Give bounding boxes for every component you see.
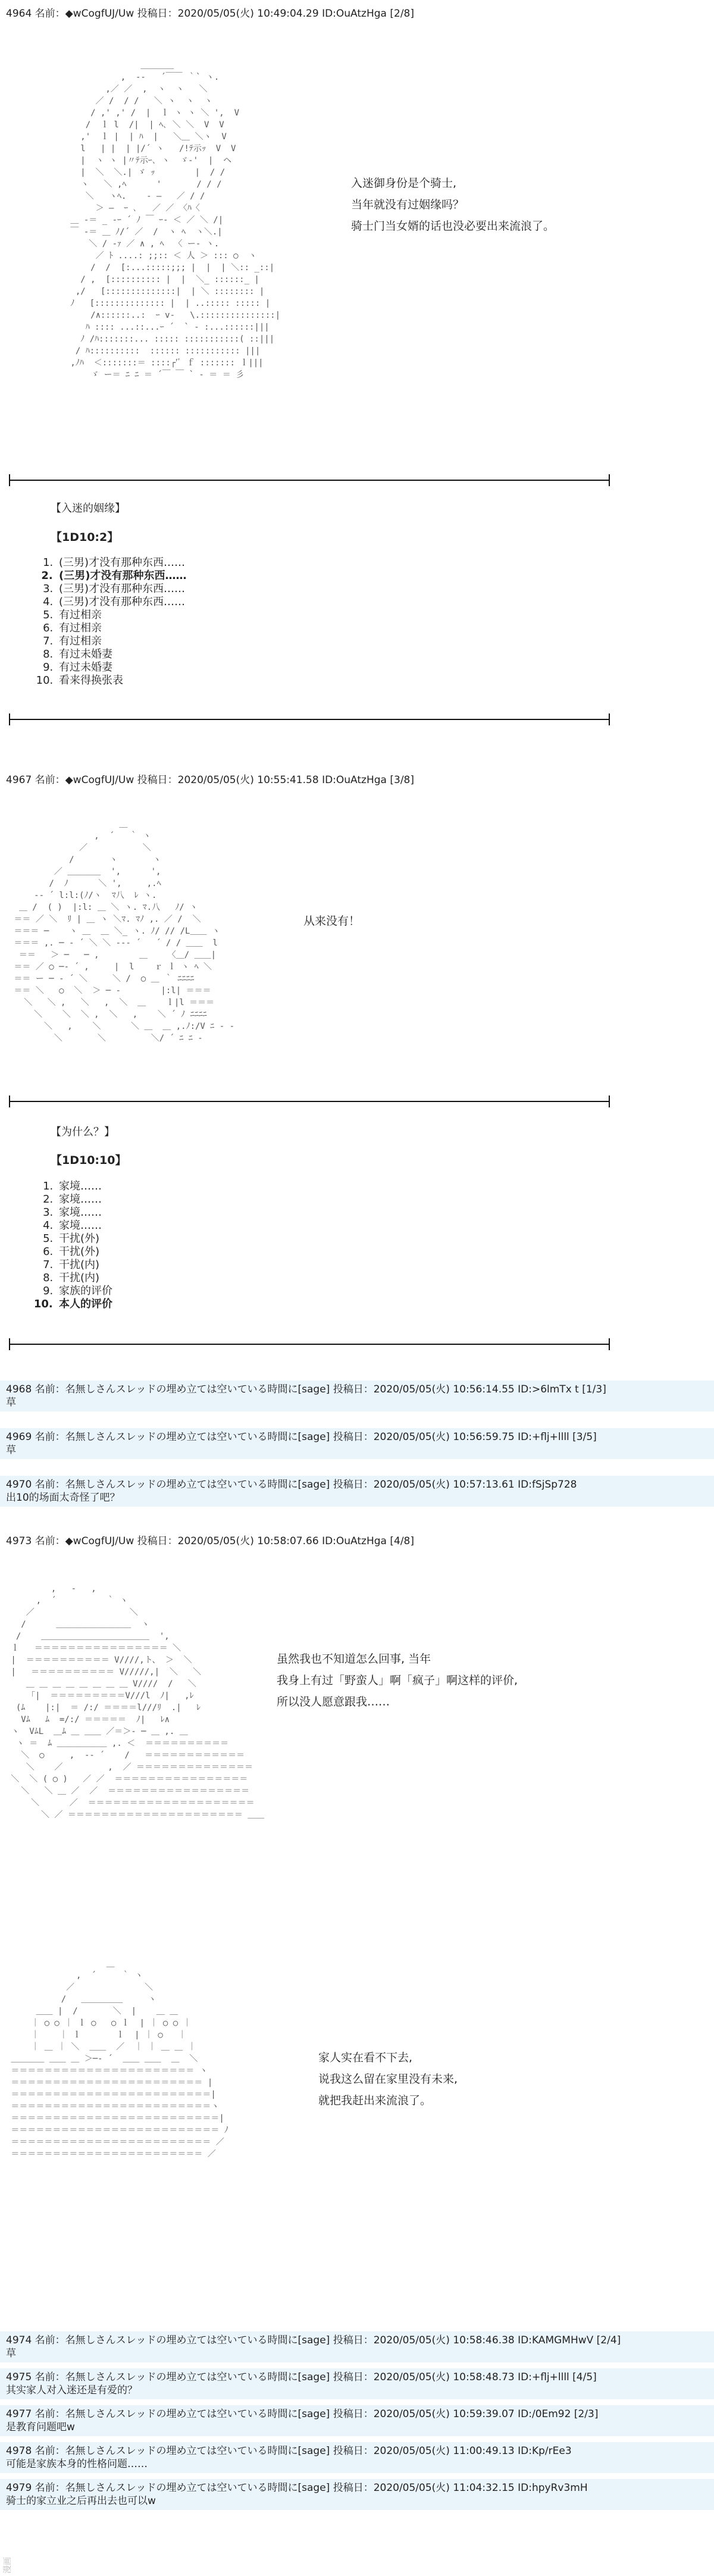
divider [9, 1344, 610, 1345]
reply-body: 其实家人对入迷还是有爱的？ [6, 2384, 137, 2396]
caption-line: 从来没有！ [303, 915, 361, 928]
reply-body: 草 [6, 1397, 16, 1408]
reply-body: 出10的场面太奇怪了吧？ [6, 1492, 120, 1504]
reply-body: 骑士的家立业之后再出去也可以w [6, 2495, 156, 2507]
reply-header: 4970 名前：名無しさんスレッドの埋め立ては空いている時間に[sage] 投稿日：2020/05/05(火) 10:57:13.61 ID:fSjSp728 [6, 1479, 577, 1491]
reply-header: 4975 名前：名無しさんスレッドの埋め立ては空いている時間に[sage] 投稿日：2020/05/05(火) 10:58:48.73 ID:+flj+llll [4/5] [6, 2371, 597, 2383]
list-item: 5. 干扰(外) [57, 1232, 112, 1245]
list-item: 7. 干扰(内) [57, 1259, 112, 1272]
reply-post [0, 2405, 714, 2436]
reply-post [0, 2331, 714, 2362]
result-list [33, 556, 186, 687]
post-caption [318, 2047, 458, 2111]
list-item: 10. 看来得换张表 [57, 674, 186, 687]
reply-post [0, 2479, 714, 2510]
reply-body: 是教育问题吧w [6, 2421, 75, 2433]
list-item: 4. (三男)才没有那种东西…… [57, 596, 186, 609]
post-caption [351, 173, 555, 237]
post-caption [303, 910, 360, 932]
caption-line: 所以没人愿意跟我…… [277, 1695, 390, 1708]
list-item: 6. 干扰(外) [57, 1245, 112, 1259]
reply-header: 4979 名前：名無しさんスレッドの埋め立ては空いている時間に[sage] 投稿日：2020/05/05(火) 11:04:32.15 ID:hpyRv3mH [6, 2482, 588, 2494]
caption-line: 家人实在看不下去, [318, 2051, 413, 2064]
post-header: 4964 名前：◆wCogfUJ/Uw 投稿日：2020/05/05(火) 10:49:04.29 ID:OuAtzHga [2/8] [6, 8, 414, 20]
caption-line: 当年就没有过姻缘吗？ [351, 198, 465, 211]
reply-header: 4978 名前：名無しさんスレッドの埋め立ては空いている時間に[sage] 投稿日：2020/05/05(火) 11:00:49.13 ID:Kp/rEe3 [6, 2445, 572, 2457]
divider [9, 719, 610, 720]
reply-header: 4968 名前：名無しさんスレッドの埋め立ては空いている時間に[sage] 投稿日：2020/05/05(火) 10:56:14.55 ID:>6lmTx t [1/3] [6, 1384, 606, 1395]
reply-post [0, 1381, 714, 1411]
caption-line: 我身上有过「野蛮人」啊「疯子」啊这样的评价, [277, 1674, 518, 1687]
list-item: 1. (三男)才没有那种东西…… [57, 556, 186, 569]
list-item: 3. (三男)才没有那种东西…… [57, 583, 186, 596]
reply-header: 4977 名前：名無しさんスレッドの埋め立ては空いている時間に[sage] 投稿日：2020/05/05(火) 10:59:39.07 ID:/0Em92 [2/3] [6, 2408, 599, 2420]
caption-line: 说我这么留在家里没有未来, [318, 2073, 458, 2086]
reply-header: 4969 名前：名無しさんスレッドの埋め立ては空いている時間に[sage] 投稿日：2020/05/05(火) 10:56:59.75 ID:+flj+llll [3/5] [6, 1431, 597, 1443]
list-item: 2. (三男)才没有那种东西…… [57, 569, 186, 583]
caption-line: 虽然我也不知道怎么回事, 当年 [277, 1652, 431, 1666]
reply-body: 草 [6, 1444, 16, 1456]
list-item: 8. 有过未婚妻 [57, 648, 186, 661]
ascii-art-bowing: , - , , ´ ｀ ヽ ／ ＼ / ＿＿＿＿＿＿＿＿＿ ヽ / ＿＿＿＿＿＿＿＿＿＿＿＿＿ ', ｌ ＝＝＝＝＝＝＝＝＝＝＝＝＝＝＝＝ ＼ | ＝＝＝＝＝＝＝＝＝＝ V////,ト、 ＞ ＼ | ＝＝＝＝＝＝＝＝＝＝ V/////,| ＼ ＼ ＿ ＿ ＿ ＿ ＿ ＿ ＿ ＿ V//// / ＼ ｢| ＝＝＝＝＝＝＝＝＝V///l ﾉ| ,ﾚ (ﾑ |:| ＝ /:/ ＝＝＝＝l///ﾘ .| ﾚ Vﾑ ﾑ =/:/ ＝＝＝＝＝ ﾉ| ﾚ∧ ヽ VﾑL ＿ﾑ ＿ ＿＿ ／＝＞‐ ─ ＿ ,. ＿ ヽ ＝ ﾑ ＿＿＿＿＿＿ ,. ＜ ＝＝＝＝＝＝＝＝＝＝ ＼ ○ , -‐ ´ / ＝＝＝＝＝＝＝＝＝＝＝＝ ＼ ／ , ／ ＝＝＝＝＝＝＝＝＝＝＝＝＝＝ ＼ ＼ ( ○ ) ／ ／ ＝＝＝＝＝＝＝＝＝＝＝＝＝＝＝＝ ＼ ＼ ＿ ／ ／ ＝＝＝＝＝＝＝＝＝＝＝＝＝＝＝＝＝ ＼ ／ ＝＝＝＝＝＝＝＝＝＝＝＝＝＝＝＝＝＝＝＝ ＼ ／ ＝＝＝＝＝＝＝＝＝＝＝＝＝＝＝＝＝＝＝＝＝ ＿＿ [11, 1584, 265, 1820]
ascii-art-kneeling: ＿ , ´ ｀ ヽ ／ ＼ / ヽ ヽ ／ ＿＿＿＿ ', ', / ﾉ ＼ ', ,.ﾍ -‐ ´ l:l:(ﾉ/ヽ ﾏ八 ﾚ ヽ. ＿ / ( ) |:l: ＿ ＼ ヽ. ﾏ.八 ﾉ/ ヽ ＝＝ ／ ＼ ﾘ | ＿ ヽ ＼ﾏ. ﾏﾉ ,. ／ / ＼ ＝＝＝ ─ ヽ ＿ ＿ ＼_ ヽ. ﾉ/ // /L＿＿ ヽ ＝＝＝ ,. ─ ‐ ´ ＼ ＼ ‐-‐ ´ ´ / / ＿＿ l ＝＝ ＞ ─ ─ , ＿ 〈＿/ ＿＿| ＝＝ ／ ○ ─‐ ´ , | l ｒ ｌ ヽ ﾍ ＼ ＝＝ ー ─ ‐ ´ ＼ ＼ / ○ ＿ ｀ ﾆﾆﾆﾆ ＝＝ ＼ ○ ＼ ＞ ─ ‐ |:l| ＝＝＝ ＼ ＼ , ＼ , ＼ ＿ ｌ|l ＝＝＝ ＼ ＼ ＼ , ＼ , ＼ ´ ﾉ ﾆﾆﾆﾆ ＼ , ＼ ＼ ＿ ＿ ,.ﾉ:/V ﾆ ‐ ‐ ＼ ＼ ＼/ ´ ﾆ ﾆ ‐ [14, 819, 235, 1043]
post-header: 4973 名前：◆wCogfUJ/Uw 投稿日：2020/05/05(火) 10:58:07.66 ID:OuAtzHga [4/8] [6, 1535, 414, 1547]
reply-post [0, 2442, 714, 2473]
box-title: 【为什么？】 [51, 1126, 115, 1138]
list-item: 10. 本人的评价 [57, 1298, 112, 1311]
reply-post [0, 1476, 714, 1507]
list-item: 9. 有过未婚妻 [57, 661, 186, 674]
list-item: 9. 家族的评价 [57, 1285, 112, 1298]
list-item: 3. 家境…… [57, 1206, 112, 1219]
box-title: 【入迷的姻缘】 [51, 502, 126, 515]
reply-body: 草 [6, 2347, 16, 2359]
ascii-art-family: ＿ , ´ ｀ ヽ ／ ＼ / ＿＿＿＿＿ ヽ ＿＿ | / ＼ | ＿ ＿ ｜ ○ ○ ｜ ｌ ○ ○ ｌ | ｜ ○ ○ ｜ ｜ ｜ ｌ ｌ | ｜ ○ ｜ ｜ ＿ ｜ ＼ ＿＿ ／ ｜ ｜ ＿ ＿ ｜ ＿＿＿＿ ＿＿ ＿ ＞─‐ ´ ＿＿ ＿＿ ＿ ＼ ＝＝＝＝＝＝＝＝＝＝＝＝＝＝＝＝＝＝＝＝＝＝ ヽ ＝＝＝＝＝＝＝＝＝＝＝＝＝＝＝＝＝＝＝＝＝＝＝ | ＝＝＝＝＝＝＝＝＝＝＝＝＝＝＝＝＝＝＝＝＝＝＝＝| ＝＝＝＝＝＝＝＝＝＝＝＝＝＝＝＝＝＝＝＝＝＝＝＝ヽ ＝＝＝＝＝＝＝＝＝＝＝＝＝＝＝＝＝＝＝＝＝＝＝＝＝| ＝＝＝＝＝＝＝＝＝＝＝＝＝＝＝＝＝＝＝＝＝＝＝＝＝ ﾉ ＝＝＝＝＝＝＝＝＝＝＝＝＝＝＝＝＝＝＝＝＝＝＝＝ ／ ＝＝＝＝＝＝＝＝＝＝＝＝＝＝＝＝＝＝＝＝＝＝＝ ／ [11, 1959, 228, 2159]
ascii-art-knight: ＿＿＿＿ , -‐ ´￣￣ ｀` ヽ. ,／ ／ , ヽ ヽ ＼ ／ / / / ＼ ヽ ヽ ヽ / ,' ,' / | ｌ ヽ ヽ ＼ ', V / ｌ l /| | ﾍ､ ＼ ＼ V V ,' ｌ | | ﾊ | ＼＿ ＼ヽ V l | | | |/´ ヽ /!ﾃ示ｯ V V | ヽ ヽ |〃ﾃ示ｰ､ ヽ ゞ-' | ヘ | ＼ ＼.| ゞ ｯ | / / ヽ ＼ ,ﾍ ' / / / ＼ ヽﾍ. ‐ ― ／ / / ＞ ― ｰ ､ ／ ／ 〈ﾊ〈 ＿ -＝ _ -ｰ ´ ﾉ ￣ ｰ- ＜ ／ ＼ /| ￣ ‐＝ ＿ ﾉ/´ ／ / ヽ ﾍ ヽ＼.| ＼ / ‐ｧ ／ ∧ , ﾍ 〈 ー- ヽ. ／ ﾄ ....: ;;:: ＜ 人 ＞ ::: ○ ヽ / / [:...:::::;;; | | | ＼:: _::| / , [:::::::::: | | ＼_ ::::::_ | ,/ [::::::::::::::| | ＼ :::::::: | ﾉ [:::::::::::::: | | ..::::: ::::: | /∧::::::..: ｰ v‐ \.:::::::::::::::| ﾊ :::: ...::...ｰ ´ ` ‐ :...::::::||| ﾉ /ﾊ:::::::... ::::: :::::::::::( ::||| / ﾊ:::::::::: :::::: ::::::::::: ||| ,ﾉﾊ ＜:::::::＝ ::::┌'ﾞ ｆ ::::::: ｌ||| ゞ ー＝ ﾆ ﾆ ＝ ´￣ ￣ ` ‐ ＝ ＝ 彡 [70, 61, 281, 380]
result-list [33, 1180, 112, 1311]
caption-line: 就把我赶出来流浪了。 [318, 2094, 432, 2107]
list-item: 6. 有过相亲 [57, 622, 186, 635]
box-head: 【1D10:10】 [51, 1154, 127, 1167]
reply-body: 可能是家族本身的性格问题…… [6, 2458, 148, 2470]
list-item: 5. 有过相亲 [57, 609, 186, 622]
divider [9, 1101, 610, 1102]
list-item: 8. 干扰(内) [57, 1272, 112, 1285]
post-header: 4967 名前：◆wCogfUJ/Uw 投稿日：2020/05/05(火) 10:55:41.58 ID:OuAtzHga [3/8] [6, 774, 414, 786]
reply-post [0, 1428, 714, 1459]
list-item: 7. 有过相亲 [57, 635, 186, 648]
caption-line: 骑士门当女婿的话也没必要出来流浪了。 [351, 220, 555, 233]
side-watermark: 漫画 [3, 2557, 12, 2574]
list-item: 1. 家境…… [57, 1180, 112, 1193]
post-caption [277, 1648, 518, 1713]
list-item: 2. 家境…… [57, 1193, 112, 1206]
reply-post [0, 2368, 714, 2399]
list-item: 4. 家境…… [57, 1219, 112, 1232]
reply-header: 4974 名前：名無しさんスレッドの埋め立ては空いている時間に[sage] 投稿日：2020/05/05(火) 10:58:46.38 ID:KAMGMHwV [2/4] [6, 2334, 621, 2346]
box-head: 【1D10:2】 [51, 531, 119, 544]
divider [9, 480, 610, 481]
caption-line: 入迷御身份是个骑士, [351, 177, 457, 190]
